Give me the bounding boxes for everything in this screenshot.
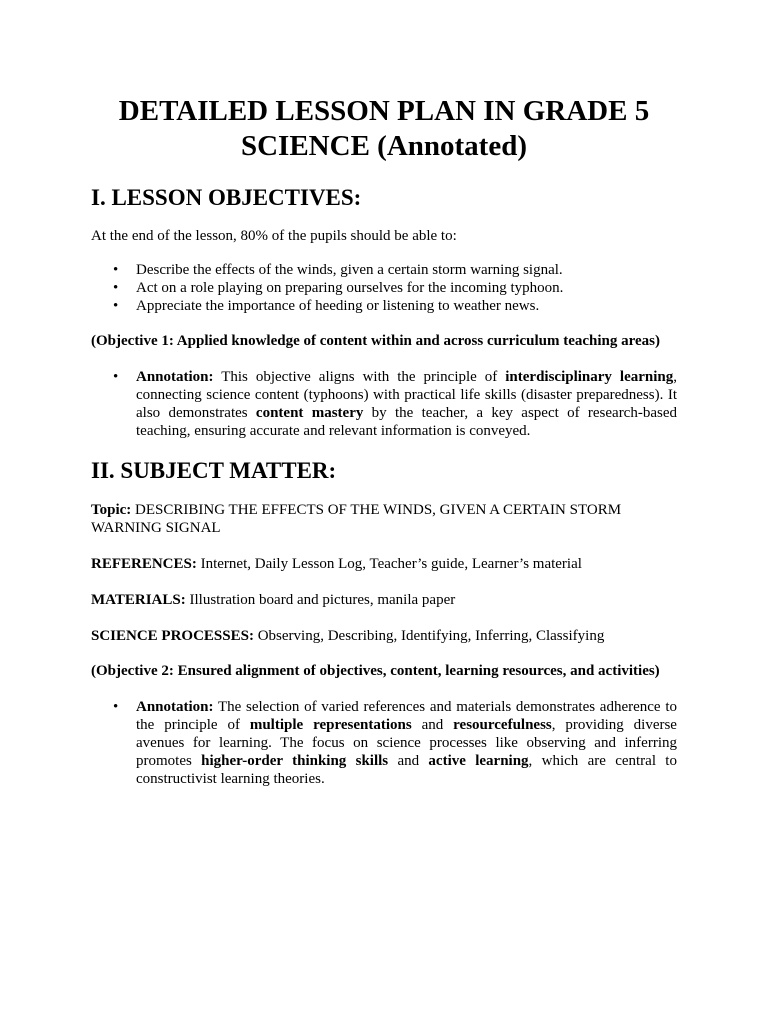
processes-label: SCIENCE PROCESSES: <box>91 628 254 644</box>
title-line-2: SCIENCE (Annotated) <box>240 130 527 162</box>
annotation-label: Annotation: <box>136 369 214 385</box>
annotation-emphasis: multiple representations <box>249 717 412 733</box>
objectives-intro: At the end of the lesson, 80% of the pupils should be able to: <box>91 228 457 244</box>
objective-item: • Describe the effects of the winds, given a certain storm warning signal. <box>91 261 677 279</box>
topic-label: Topic: <box>91 502 132 518</box>
annotation-text: , connecting science content (typhoons) with practical life skills (disaster preparedness). It also demonstrates <box>136 369 677 421</box>
annotation-item <box>91 368 677 440</box>
annotation-list-2 <box>91 698 677 788</box>
annotation-text: and <box>388 753 429 769</box>
page-title <box>91 94 677 164</box>
annotation-text: by the teacher, a key aspect of research-based teaching, ensuring accurate and relevant information is conveyed. <box>136 405 677 439</box>
annotation-text: This objective aligns with the principle of <box>213 369 506 385</box>
references-field <box>91 555 677 573</box>
annotation-text: , providing diverse avenues for learning. The focus on science processes like observing and inferring promotes <box>136 717 677 769</box>
section-heading-objectives: I. LESSON OBJECTIVES: <box>91 185 362 210</box>
topic-value: DESCRIBING THE EFFECTS OF THE WINDS, GIVEN A CERTAIN STORM WARNING SIGNAL <box>91 502 622 536</box>
title-line-1: DETAILED LESSON PLAN IN GRADE 5 <box>118 95 650 127</box>
references-value: Internet, Daily Lesson Log, Teacher’s guide, Learner’s material <box>196 556 582 572</box>
topic-field <box>91 501 677 537</box>
annotation-list-1 <box>91 368 677 440</box>
processes-value: Observing, Describing, Identifying, Inferring, Classifying <box>253 628 605 644</box>
processes-field <box>91 627 677 645</box>
annotation-emphasis: interdisciplinary learning <box>505 369 674 385</box>
annotation-text: , which are central to constructivist learning theories. <box>136 753 677 787</box>
section-heading-subject-matter: II. SUBJECT MATTER: <box>91 458 337 483</box>
objective-item: • Act on a role playing on preparing ourselves for the incoming typhoon. <box>91 279 677 297</box>
references-label: REFERENCES: <box>91 556 197 572</box>
objectives-list <box>91 261 677 315</box>
annotation-emphasis: higher-order thinking skills <box>201 753 389 769</box>
materials-label: MATERIALS: <box>91 592 186 608</box>
annotation-label: Annotation: <box>136 699 214 715</box>
objective-1-note: (Objective 1: Applied knowledge of content within and across curriculum teaching areas) <box>91 333 661 349</box>
annotation-emphasis: active learning <box>428 753 529 769</box>
materials-field <box>91 591 677 609</box>
objective-2-note: (Objective 2: Ensured alignment of objectives, content, learning resources, and activities) <box>91 663 660 679</box>
materials-value: Illustration board and pictures, manila paper <box>185 592 456 608</box>
objective-item: • Appreciate the importance of heeding or listening to weather news. <box>91 297 677 315</box>
annotation-text: and <box>411 717 454 733</box>
annotation-item <box>91 698 677 788</box>
document-body <box>91 94 677 788</box>
annotation-text: The selection of varied references and materials demonstrates adherence to the principle of <box>136 699 677 733</box>
annotation-emphasis: resourcefulness <box>453 717 552 733</box>
annotation-emphasis: content mastery <box>255 405 364 421</box>
